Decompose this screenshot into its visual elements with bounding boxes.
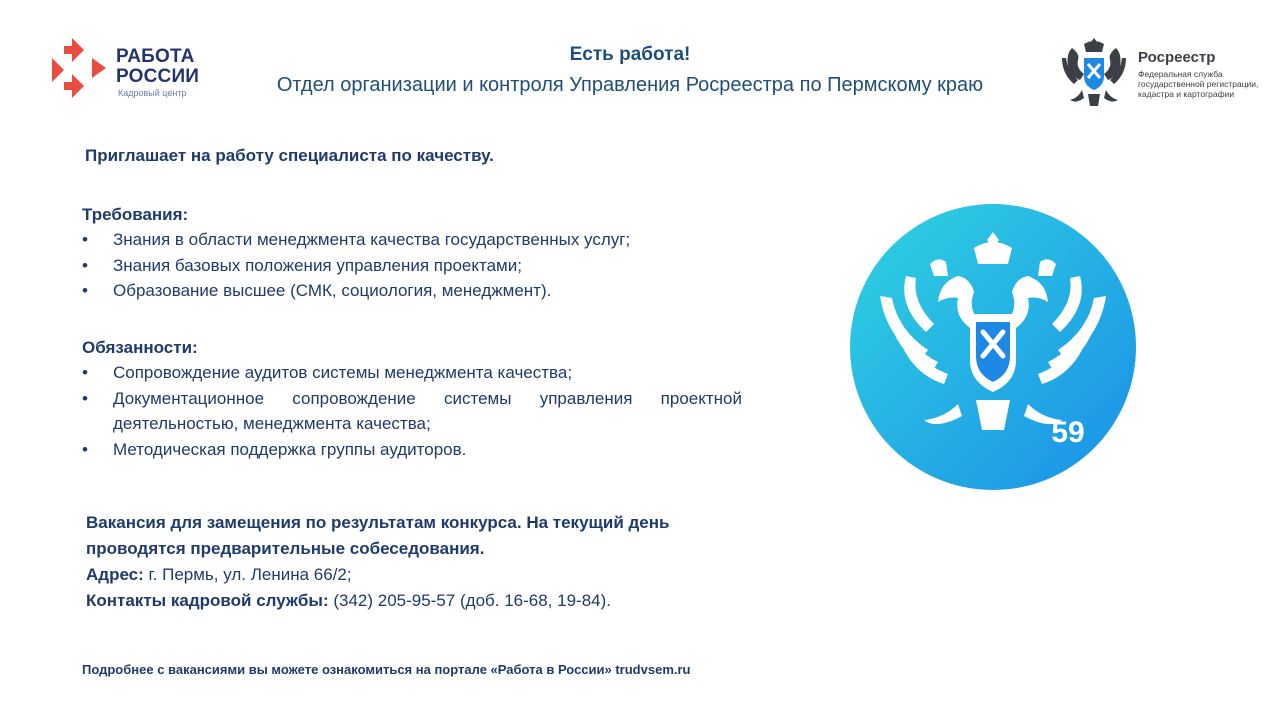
- address-label: Адрес:: [86, 565, 144, 584]
- list-item: • Образование высшее (СМК, социология, менеджмент).: [82, 281, 552, 300]
- rosreestr-logo: [1058, 34, 1268, 114]
- vacancy-note: Вакансия для замещения по результатам конкурса. На текущий день проводятся предварительные собеседования.: [86, 513, 670, 558]
- page-title: Есть работа!: [569, 44, 691, 65]
- list-item: • Документационное сопровождение системы управления проектной деятельностью, менеджмента качества;: [82, 388, 742, 433]
- eagle-emblem-icon: [1058, 34, 1130, 110]
- intro-text: Приглашает на работу специалиста по качеству.: [85, 146, 494, 165]
- rosreestr-emblem: [850, 204, 1136, 490]
- list-item: • Знания базовых положения управления проектами;: [82, 255, 522, 275]
- list-item: • Знания в области менеджмента качества государственных услуг;: [82, 230, 631, 249]
- page-subtitle: Отдел организации и контроля Управления Росреестра по Пермскому краю: [276, 74, 984, 96]
- requirements-list: [82, 227, 762, 304]
- logo-subtitle: Кадровый центр: [118, 88, 187, 98]
- rosreestr-name: Росреестр: [1138, 49, 1216, 66]
- duties-list: [82, 360, 742, 462]
- address-value: г. Пермь, ул. Ленина 66/2;: [143, 565, 352, 584]
- list-item: • Методическая поддержка группы аудиторов.: [82, 439, 467, 459]
- contacts: [86, 588, 611, 614]
- rosreestr-description: Федеральная служба государственной регистрации, кадастра и картографии: [1138, 69, 1259, 99]
- region-number: 59: [1051, 416, 1085, 449]
- logo-line1: РАБОТА: [116, 46, 195, 67]
- requirements-heading: Требования:: [82, 205, 189, 224]
- contacts-label: Контакты кадровой службы:: [86, 591, 329, 610]
- rabota-rossii-arrows-icon: [50, 36, 110, 100]
- list-item: • Сопровождение аудитов системы менеджмента качества;: [82, 363, 573, 382]
- eagle-emblem-icon: [850, 204, 1136, 490]
- contacts-value: (342) 205-95-57 (доб. 16-68, 19-84).: [328, 591, 611, 610]
- duties-heading: Обязанности:: [82, 338, 198, 357]
- rabota-rossii-logo: [50, 36, 210, 100]
- footer-note: Подробнее с вакансиями вы можете ознакомиться на портале «Работа в России» trudvsem.ru: [82, 662, 691, 677]
- address: [86, 562, 352, 588]
- logo-line2: РОССИИ: [116, 66, 200, 87]
